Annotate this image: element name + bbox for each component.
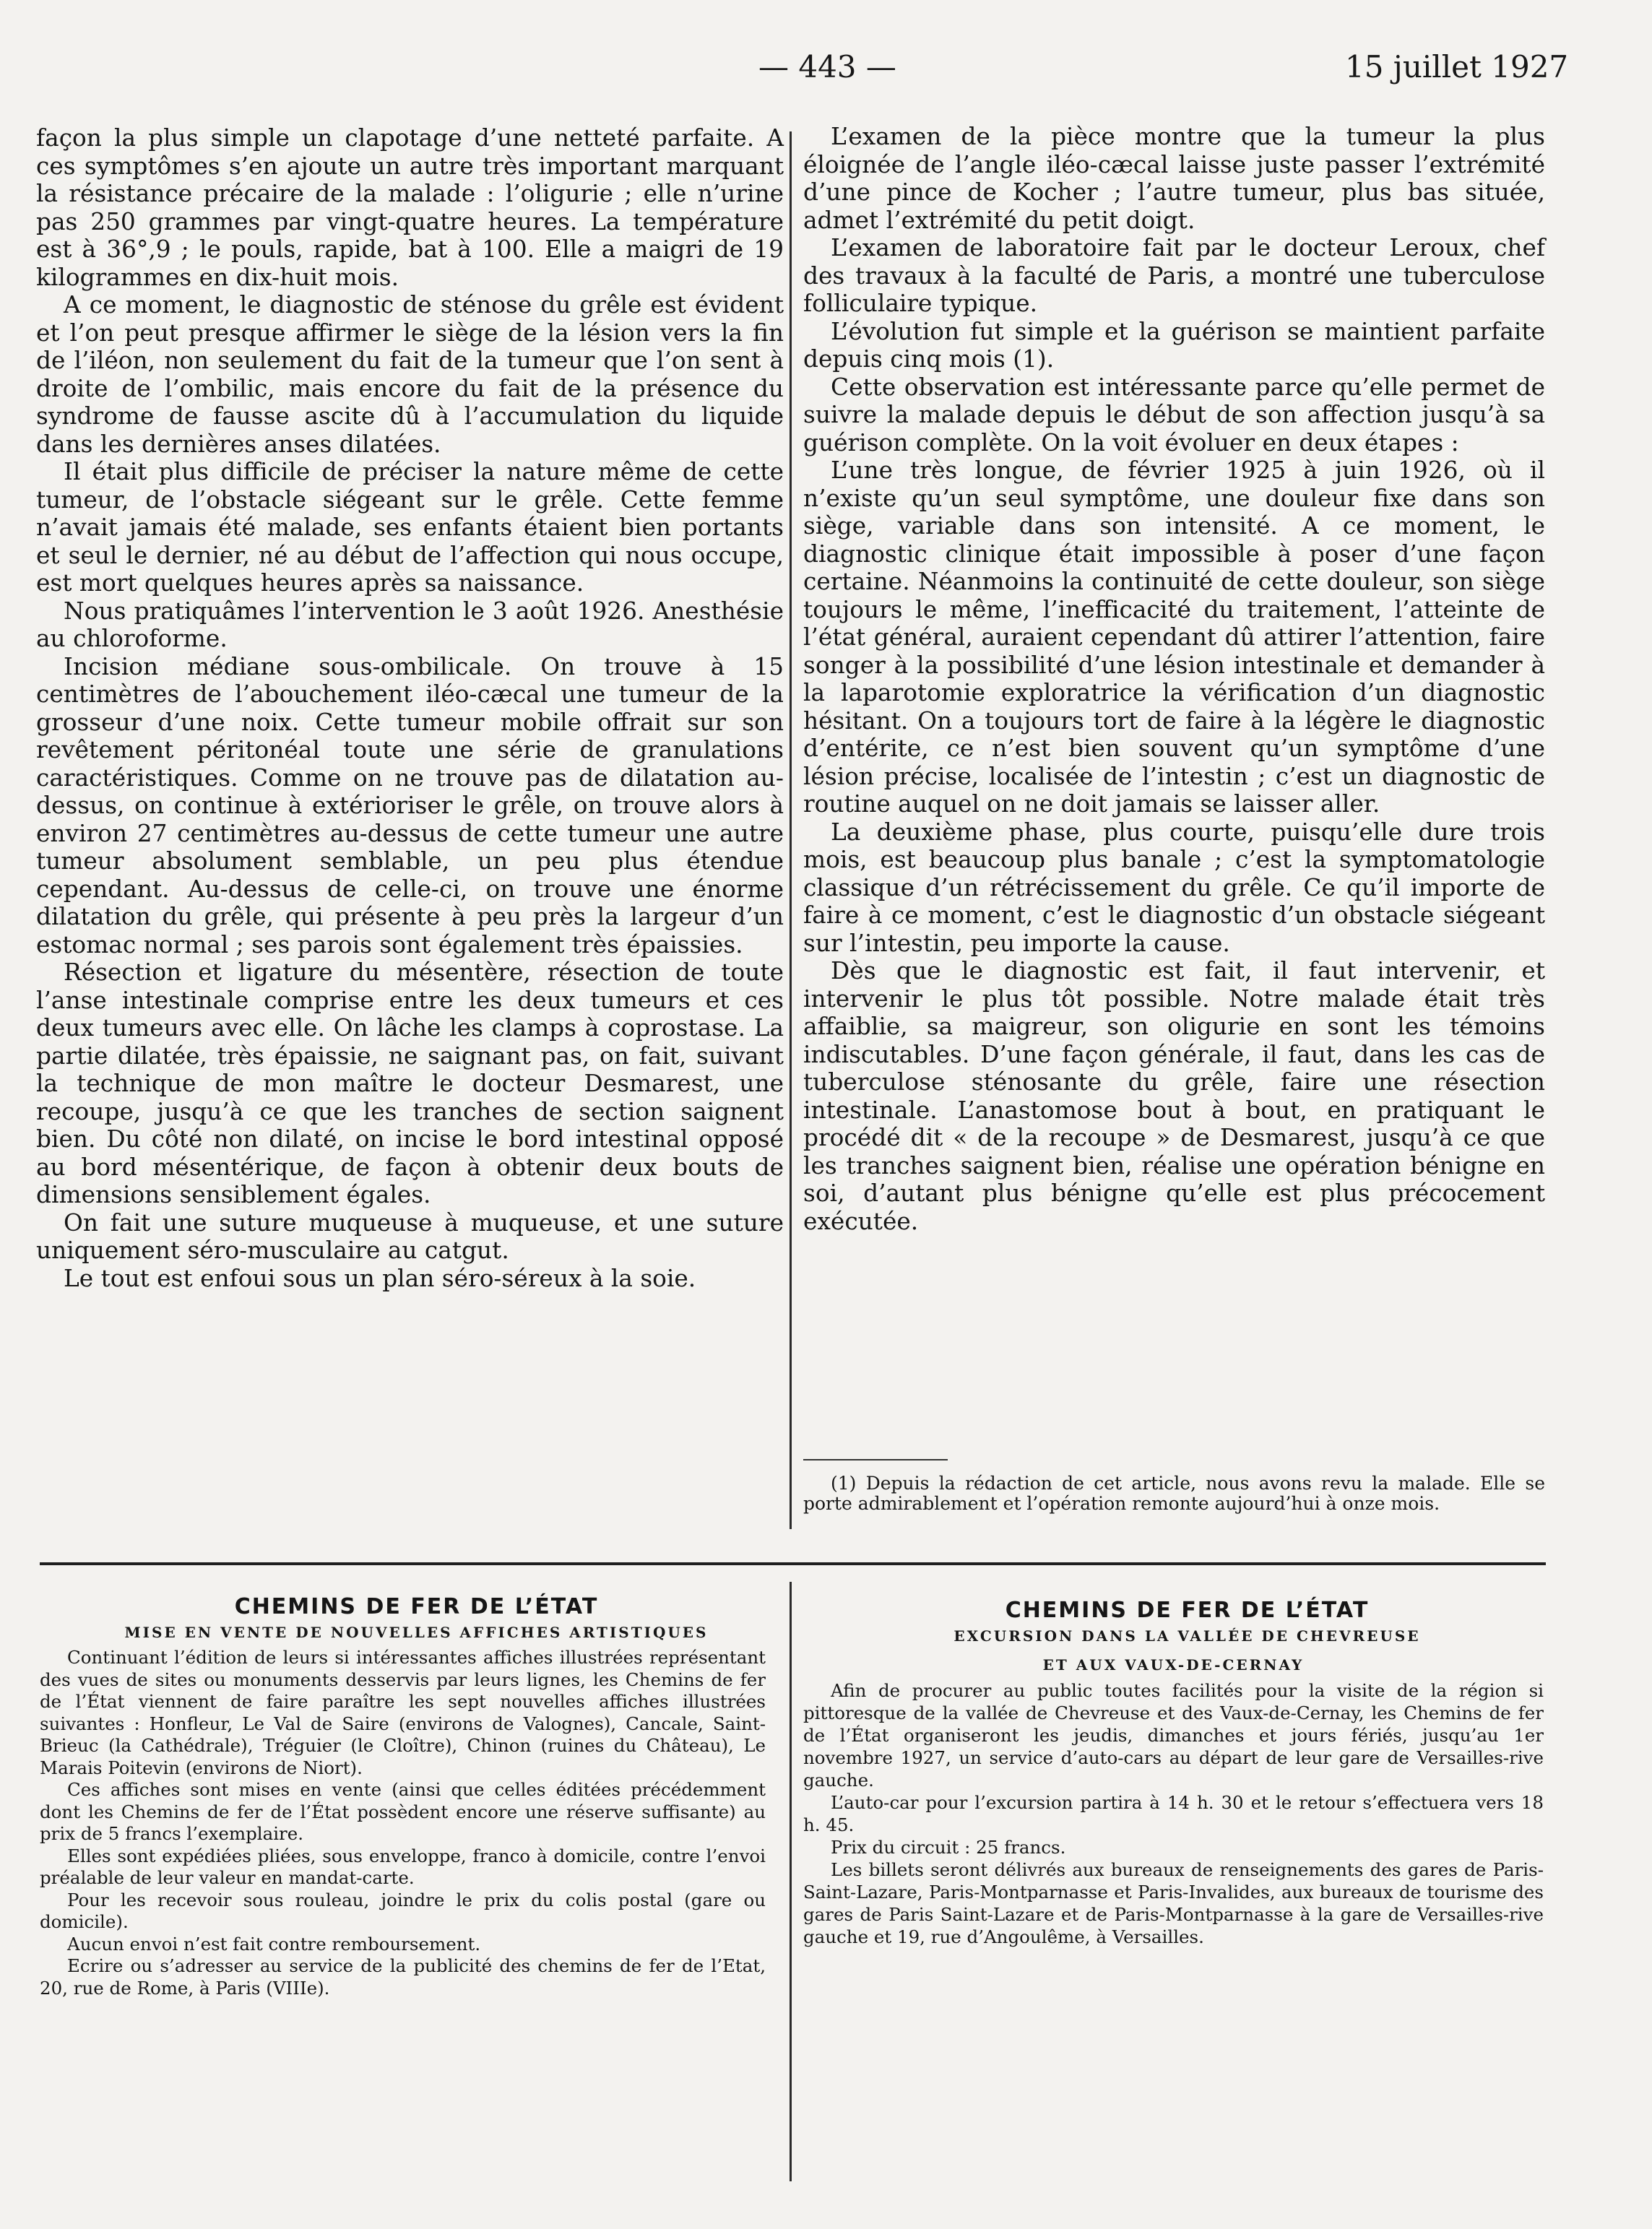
article-paragraph: L’une très longue, de février 1925 à juin 1926, où il n’existe qu’un seul symptôme, une douleur fixe dans son siège, variable dans son intensité. A ce moment, le diagnostic clinique était impossible à poser d’une façon certaine. Néanmoins la continuité de cette douleur, son siège toujours le même, l’inefficacité du traitement, l’atteinte de l’état général, auraient cependant dû attirer l’attention, faire songer à la possibilité d’une lésion intestinale et demander à la laparotomie exploratrice la vérification d’un diagnostic hésitant. On a toujours tort de faire à la légère le diagnostic d’entérite, ce n’est bien souvent qu’un symptôme d’une lésion précise, localisée de l’intestin ; c’est un diagnostic de routine auquel on ne doit jamais se laisser aller. bbox=[803, 456, 1545, 818]
notice-paragraph: Continuant l’édition de leurs si intéressantes affiches illustrées représentant des vues de sites ou monuments desservis par leurs lignes, les Chemins de fer de l’État viennent de faire paraître les sept nouvelles affiches illustrées suivantes : Honfleur, Le Val de Saire (environs de Valognes), Cancale, Saint-Brieuc (la Cathédrale), Tréguier (le Cloître), Chinon (ruines du Château), Le Marais Poitevin (environs de Niort). bbox=[40, 1647, 766, 1778]
footnote-text: (1) Depuis la rédaction de cet article, nous avons revu la malade. Elle se porte admirablement et l’opération remonte aujourd’hui à onze mois. bbox=[803, 1473, 1545, 1514]
notice-paragraph: L’auto-car pour l’excursion partira à 14 h. 30 et le retour s’effectuera vers 18 h. 45. bbox=[803, 1792, 1544, 1835]
footnote bbox=[803, 1473, 1545, 1514]
article-paragraph: L’évolution fut simple et la guérison se maintient parfaite depuis cinq mois (1). bbox=[803, 317, 1545, 373]
article-paragraph: Cette observation est intéressante parce qu’elle permet de suivre la malade depuis le début de son affection jusqu’à sa guérison complète. On la voit évoluer en deux étapes : bbox=[803, 373, 1545, 456]
page-number: — 443 — bbox=[758, 49, 896, 85]
notice-subtitle-line: EXCURSION DANS LA VALLÉE DE CHEVREUSE bbox=[953, 1627, 1421, 1645]
article-paragraph: L’examen de la pièce montre que la tumeur la plus éloignée de l’angle iléo-cæcal laisse juste passer l’extrémité d’une pince de Kocher ; l’autre tumeur, plus bas située, admet l’extrémité du petit doigt. bbox=[803, 123, 1545, 234]
notice-excursion bbox=[803, 1600, 1544, 1948]
notice-paragraph: Les billets seront délivrés aux bureaux de renseignements des gares de Paris-Saint-Lazare, Paris-Montparnasse et Paris-Invalides, aux bureaux de tourisme des gares de Paris Saint-Lazare et de Paris-Montparnasse à la gare de Versailles-rive gauche et 19, rue d’Angoulême, à Versailles. bbox=[803, 1859, 1544, 1947]
article-left-column bbox=[36, 124, 784, 1292]
notice-subtitle: MISE EN VENTE DE NOUVELLES AFFICHES ARTISTIQUES bbox=[124, 1624, 709, 1641]
article-paragraph: La deuxième phase, plus courte, puisqu’elle dure trois mois, est beaucoup plus banale ; c’est la symptomatologie classique d’un rétrécissement du grêle. Ce qu’il importe de faire à ce moment, c’est le diagnostic d’un obstacle siégeant sur l’intestin, peu importe la cause. bbox=[803, 818, 1545, 957]
section-divider bbox=[40, 1562, 1546, 1565]
article-paragraph: Résection et ligature du mésentère, résection de toute l’anse intestinale comprise entre les deux tumeurs et ces deux tumeurs avec elle. On lâche les clamps à coprostase. La partie dilatée, très épaissie, ne saignant pas, on fait, suivant la technique de mon maître le docteur Desmarest, une recoupe, jusqu’à ce que les tranches de section saignent bien. Du côté non dilaté, on incise le bord intestinal opposé au bord mésentérique, de façon à obtenir deux bouts de dimensions sensiblement égales. bbox=[36, 958, 784, 1208]
notice-paragraph: Ecrire ou s’adresser au service de la publicité des chemins de fer de l’Etat, 20, rue de Rome, à Paris (VIIIe). bbox=[40, 1955, 766, 1999]
article-paragraph: Dès que le diagnostic est fait, il faut intervenir, et intervenir le plus tôt possible. Notre malade était très affaiblie, sa maigreur, son oligurie en sont les témoins indiscutables. D’une façon générale, il faut, dans les cas de tuberculose sténosante du grêle, faire une résection intestinale. L’anastomose bout à bout, en pratiquant le procédé dit « de la recoupe » de Desmarest, jusqu’à ce que les tranches saignent bien, réalise une opération bénigne en soi, d’autant plus bénigne qu’elle est plus précocement exécutée. bbox=[803, 957, 1545, 1235]
notice-subtitle-line: ET AUX VAUX-DE-CERNAY bbox=[1042, 1656, 1305, 1674]
notice-paragraph: Prix du circuit : 25 francs. bbox=[831, 1837, 1066, 1858]
article-paragraph: façon la plus simple un clapotage d’une netteté parfaite. A ces symptômes s’en ajoute un autre très important marquant la résistance précaire de la malade : l’oligurie ; elle n’urine pas 250 grammes par vingt-quatre heures. La température est à 36°,9 ; le pouls, rapide, bat à 100. Elle a maigri de 19 kilogrammes en dix-huit mois. bbox=[36, 124, 784, 291]
notice-paragraph: Ces affiches sont mises en vente (ainsi que celles éditées précédemment dont les Chemins de fer de l’État possèdent encore une réserve suffisante) au prix de 5 francs l’exemplaire. bbox=[40, 1779, 766, 1844]
article-paragraph: Il était plus difficile de préciser la nature même de cette tumeur, de l’obstacle siégeant sur le grêle. Cette femme n’avait jamais été malade, ses enfants étaient bien portants et seul le dernier, né au début de l’affection qui nous occupe, est mort quelques heures après sa naissance. bbox=[36, 458, 784, 597]
notice-title: CHEMINS DE FER DE L’ÉTAT bbox=[234, 1594, 599, 1619]
notice-body bbox=[803, 1679, 1544, 1948]
article-paragraph: Incision médiane sous-ombilicale. On trouve à 15 centimètres de l’abouchement iléo-cæcal une tumeur de la grosseur d’une noix. Cette tumeur mobile offrait sur son revêtement péritonéal toute une série de granulations caractéristiques. Comme on ne trouve pas de dilatation au-dessus, on continue à extérioriser le grêle, on trouve alors à environ 27 centimètres au-dessus de cette tumeur une autre tumeur absolument semblable, un peu plus étendue cependant. Au-dessus de celle-ci, on trouve une énorme dilatation du grêle, qui présente à peu près la largeur d’un estomac normal ; ses parois sont également très épaissies. bbox=[36, 652, 784, 958]
page-header bbox=[0, 49, 1652, 92]
notice-paragraph: Elles sont expédiées pliées, sous enveloppe, franco à domicile, contre l’envoi préalable de leur valeur en mandat-carte. bbox=[40, 1845, 766, 1888]
article-paragraph: L’examen de laboratoire fait par le docteur Leroux, chef des travaux à la faculté de Paris, a montré une tuberculose folliculaire typique. bbox=[803, 234, 1545, 317]
notice-posters bbox=[40, 1596, 766, 1999]
notice-paragraph: Pour les recevoir sous rouleau, joindre le prix du colis postal (gare ou domicile). bbox=[40, 1889, 766, 1932]
column-divider bbox=[790, 131, 792, 1529]
notice-paragraph: Afin de procurer au public toutes facilités pour la visite de la région si pittoresque de la vallée de Chevreuse et des Vaux-de-Cernay, les Chemins de fer de l’État organiseront les jeudis, dimanches et jours fériés, jusqu’au 1er novembre 1927, un service d’auto-cars au départ de leur gare de Versailles-rive gauche. bbox=[803, 1680, 1544, 1791]
article-paragraph: Nous pratiquâmes l’intervention le 3 août 1926. Anesthésie au chloroforme. bbox=[36, 597, 784, 652]
notice-title: CHEMINS DE FER DE L’ÉTAT bbox=[1005, 1598, 1370, 1623]
article-right-column bbox=[803, 123, 1545, 1235]
article-paragraph: A ce moment, le diagnostic de sténose du grêle est évident et l’on peut presque affirmer le siège de la lésion vers la fin de l’iléon, non seulement du fait de la tumeur que l’on sent à droite de l’ombilic, mais encore du fait de la présence du syndrome de fausse ascite dû à l’accumulation du liquide dans les dernières anses dilatées. bbox=[36, 291, 784, 458]
footnote-divider bbox=[803, 1459, 948, 1460]
notice-subtitle bbox=[803, 1622, 1544, 1679]
issue-date: 15 juillet 1927 bbox=[1345, 49, 1569, 85]
article-paragraph: On fait une suture muqueuse à muqueuse, et une suture uniquement séro-musculaire au catgut. bbox=[36, 1208, 784, 1264]
notice-paragraph: Aucun envoi n’est fait contre remboursement. bbox=[67, 1933, 481, 1955]
notice-column-divider bbox=[790, 1582, 792, 2181]
notice-body bbox=[40, 1647, 766, 1999]
article-paragraph: Le tout est enfoui sous un plan séro-séreux à la soie. bbox=[64, 1264, 696, 1292]
